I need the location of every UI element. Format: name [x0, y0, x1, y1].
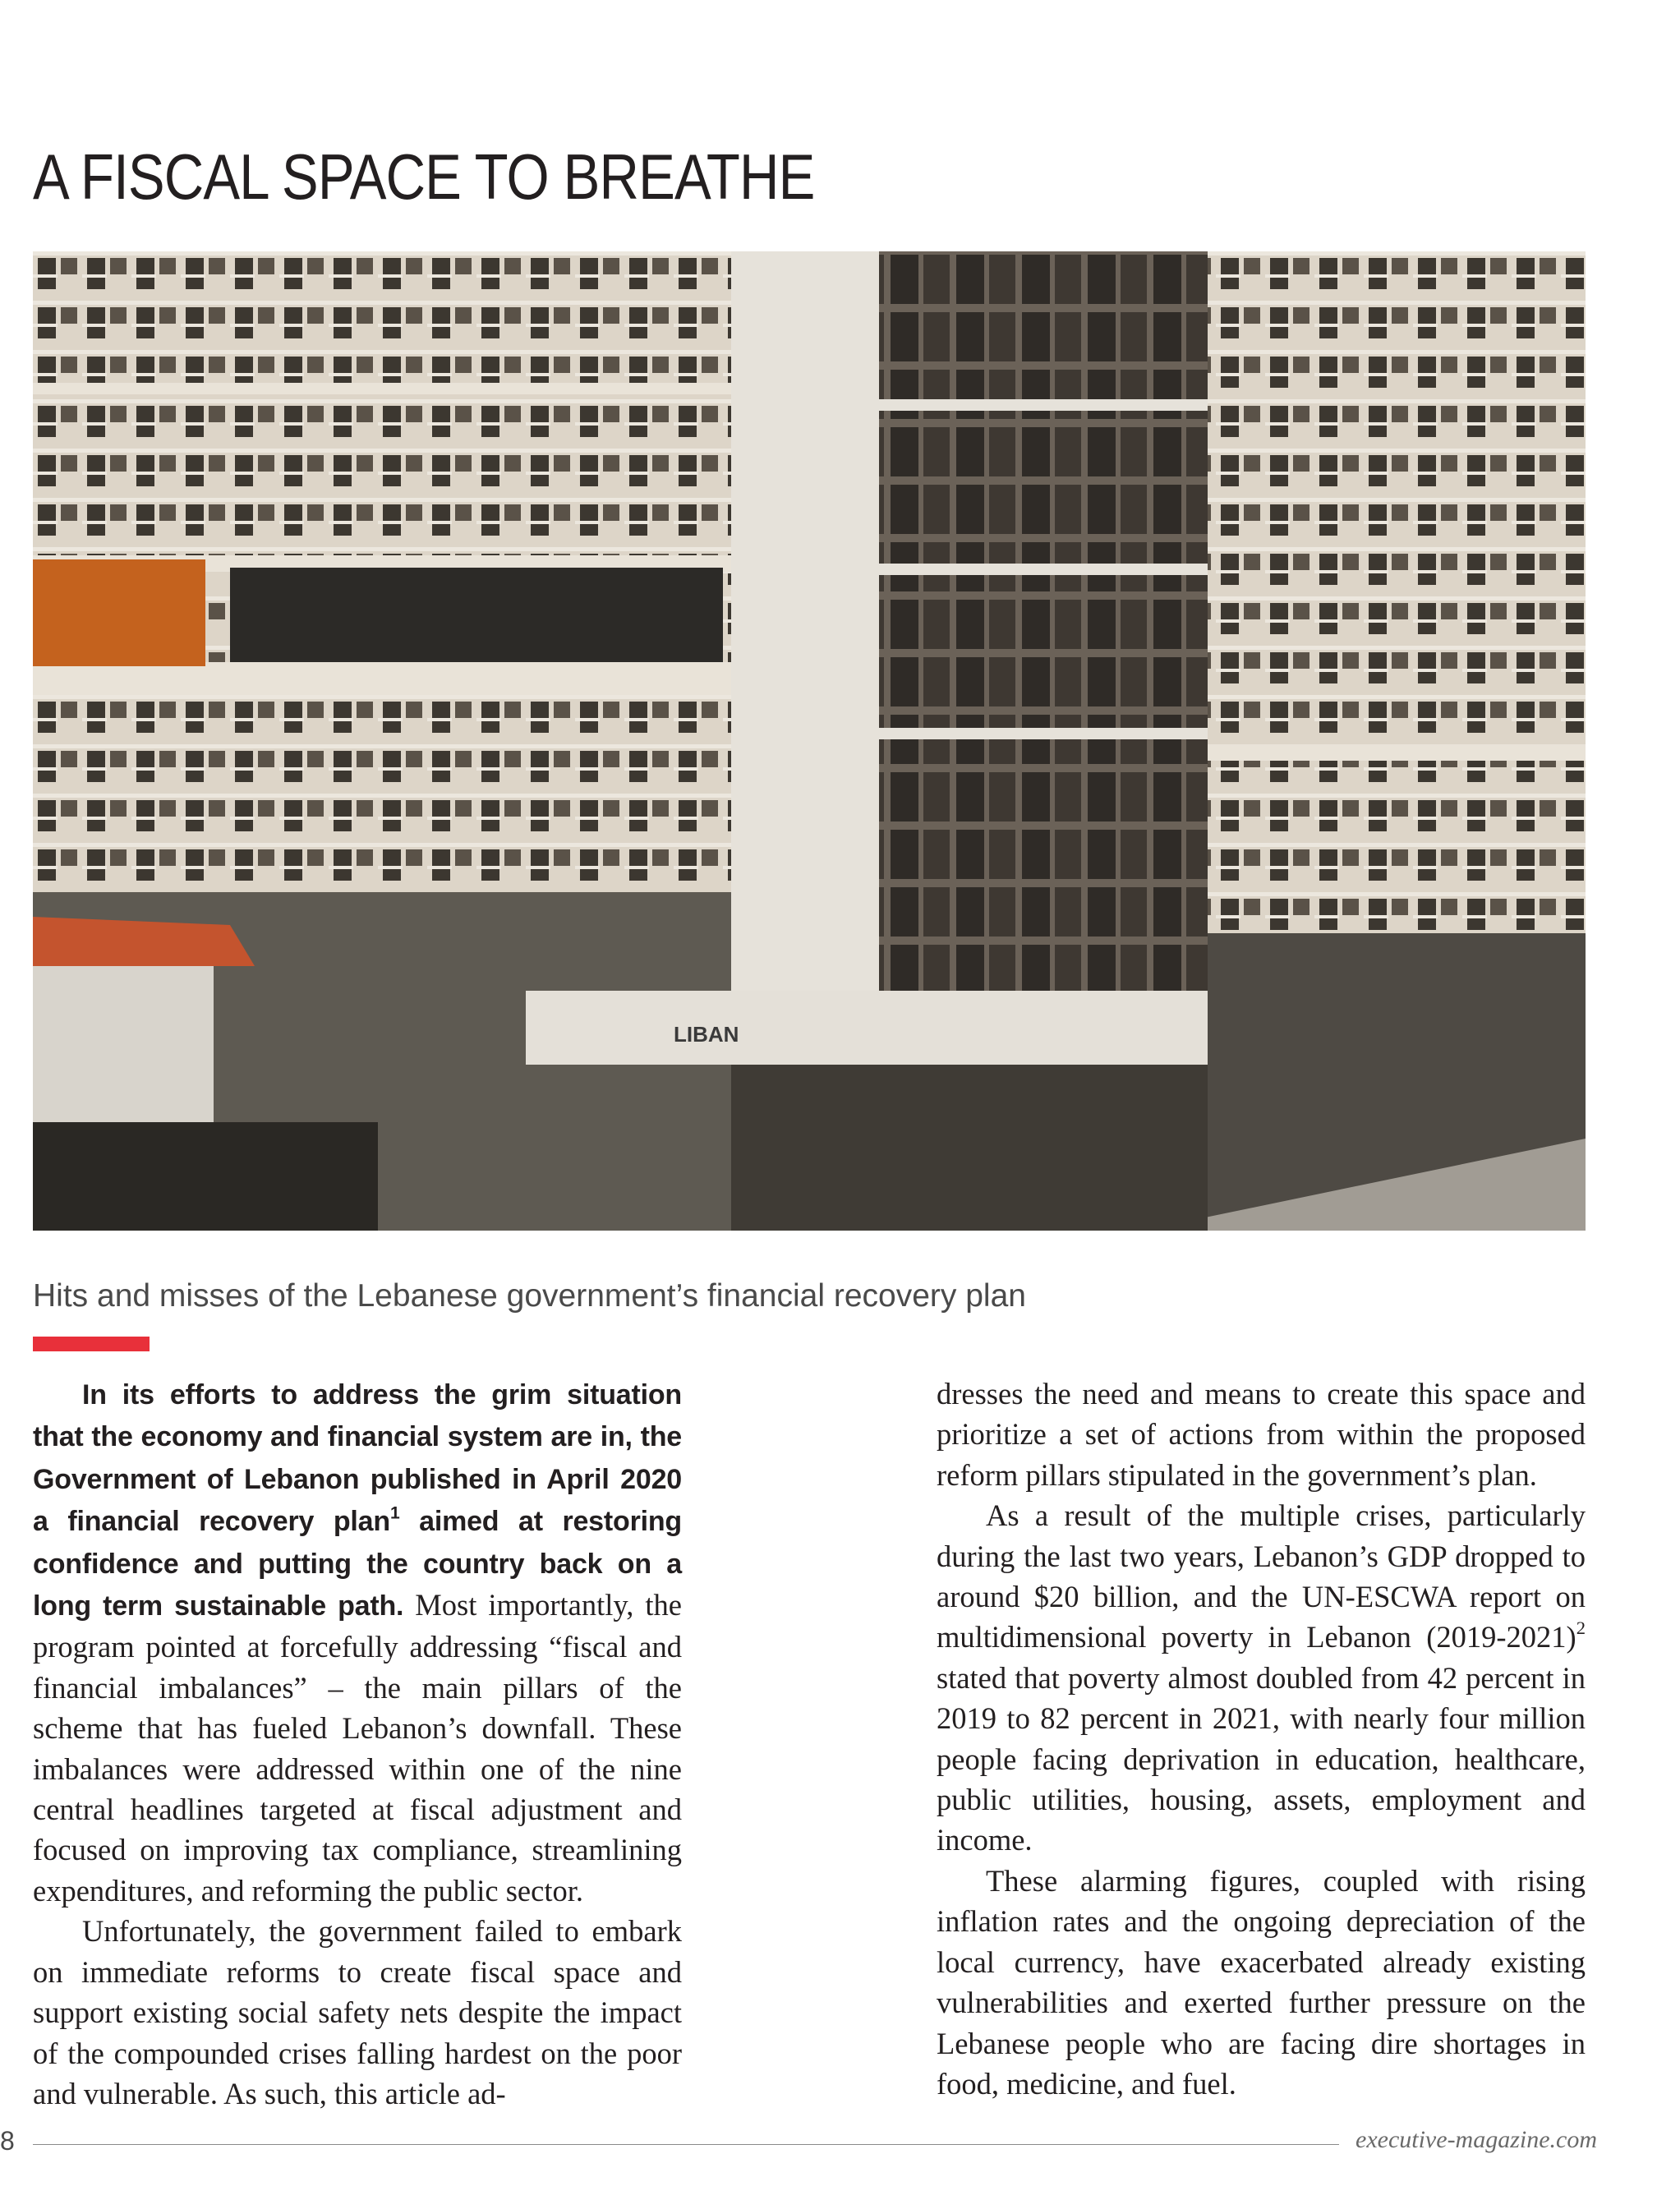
right-column [937, 1374, 1586, 2104]
damaged-building-photo [33, 251, 1586, 1231]
article-title: A FISCAL SPACE TO BREATHE [33, 140, 815, 213]
website-link[interactable]: executive-magazine.com [1356, 2126, 1598, 2153]
article-photo [33, 251, 1586, 1231]
left-paragraph-1 [33, 1374, 682, 1911]
page-number: 8 [0, 2126, 15, 2156]
right-paragraph-1: dresses the need and means to create this space and prioritize a set of actions from within the proposed reform pillars stipulated in the government’s plan. [937, 1377, 1586, 1492]
left-paragraph-2: Unfortunately, the government failed to embark on immediate reforms to create fiscal space and support existing social safety nets despite the impact of the compounded crises falling hardest on the poor and vulnerable. As such, this article ad- [33, 1914, 682, 2110]
footnote-2: 2 [1576, 1618, 1586, 1639]
liban-sign: LIBAN [674, 1022, 739, 1047]
footnote-1: 1 [389, 1503, 400, 1523]
right-paragraph-3: These alarming figures, coupled with rising inflation rates and the ongoing depreciation of the local currency, have exacerbated already existing vulnerabilities and exerted further pressure on the Lebanese people who are facing dire shortages in food, medicine, and fuel. [937, 1863, 1586, 2101]
article-subtitle: Hits and misses of the Lebanese government’s financial recovery plan [33, 1278, 1026, 1314]
right-paragraph-2: As a result of the multiple crises, particularly during the last two years, Lebanon’s GDP dropped to around $20 billion, and the UN-ESCWA report on multidimensional poverty in Lebanon (2019-2021)$^2$ stated that poverty almost doubled from 42 percent in 2019 to 82 percent in 2021, with nearly four million people facing deprivation in education, healthcare, public utilities, housing, assets, employment and income. [937, 1498, 1586, 1857]
footer-rule [33, 2144, 1339, 2145]
left-column [33, 1374, 682, 2114]
accent-rule [33, 1337, 150, 1351]
lead-text: In its efforts to address the grim situation that the economy and financial system are in, the Government of Lebanon published in April 2020 a financial recovery plan$^1$ aimed at restoring confidence and putting the country back on a long term sustainable path. [33, 1379, 682, 1622]
paragraph-text: Most importantly, the program pointed at forcefully addressing “fiscal and financial imbalances” – the main pillars of the scheme that has fueled Lebanon’s downfall. These imbalances were addressed within one of the nine central headlines targeted at fiscal adjustment and focused on improving tax compliance, streamlining expenditures, and reforming the public sector. [33, 1588, 682, 1908]
